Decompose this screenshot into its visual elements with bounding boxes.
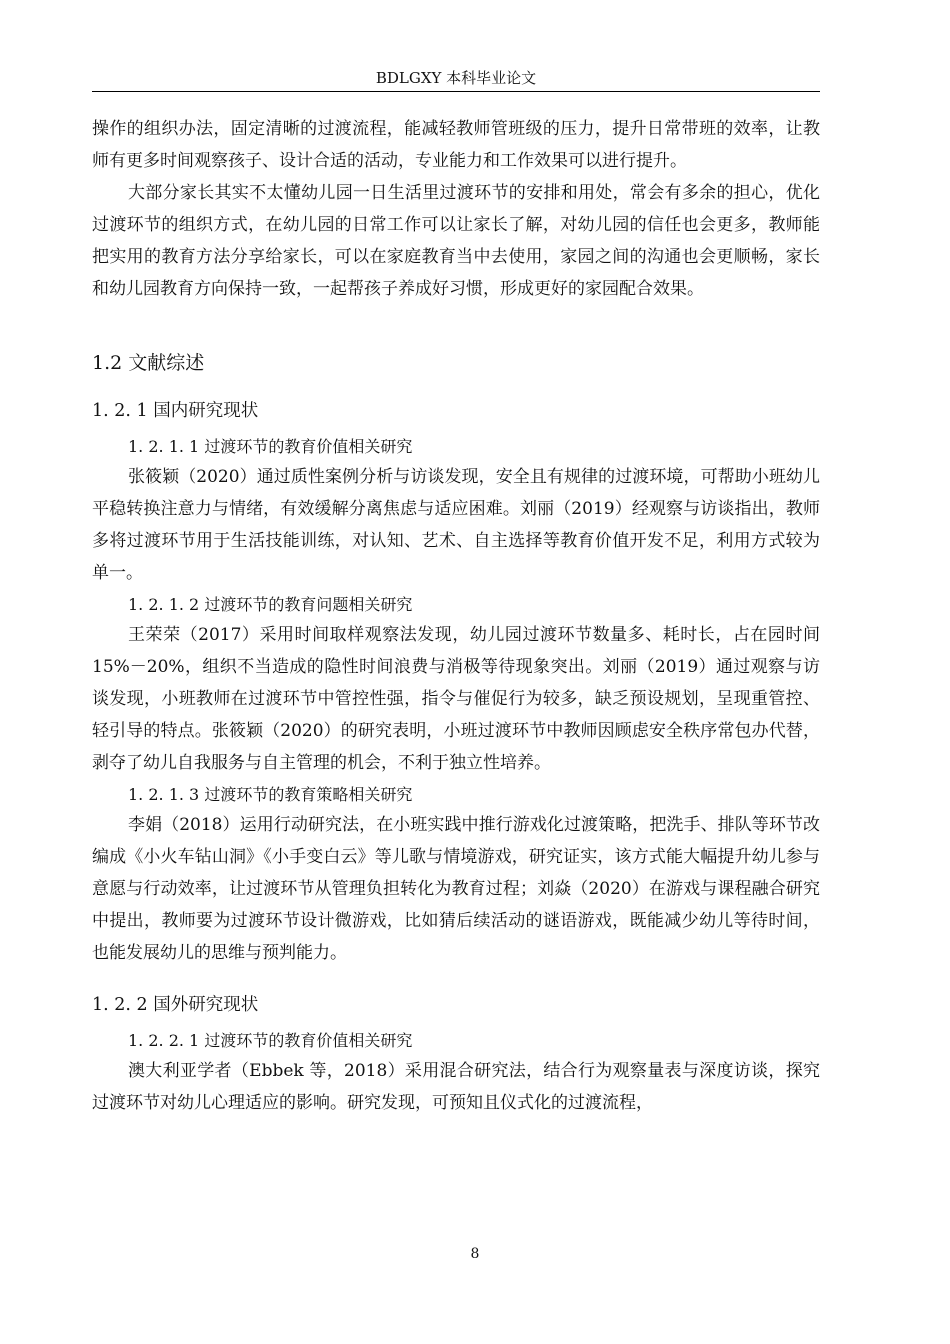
subsection-heading-foreign: 1. 2. 2 国外研究现状: [92, 995, 259, 1015]
subsubsection-heading-foreign-value: 1. 2. 2. 1 过渡环节的教育价值相关研究: [128, 1031, 413, 1050]
page-body: [92, 113, 820, 1119]
subsection-heading-domestic: 1. 2. 1 国内研究现状: [92, 401, 259, 421]
paragraph-domestic-value: 张筱颖（2020）通过质性案例分析与访谈发现，安全且有规律的过渡环境，可帮助小班幼儿平稳转换注意力与情绪，有效缓解分离焦虑与适应困难。刘丽（2019）经观察与访谈指出，教师多将过渡环节用于生活技能训练，对认知、艺术、自主选择等教育价值开发不足，利用方式较为单一。: [92, 467, 820, 583]
subsubsection-heading-domestic-value: 1. 2. 1. 1 过渡环节的教育价值相关研究: [128, 437, 413, 456]
paragraph-foreign-value: 澳大利亚学者（Ebbek 等，2018）采用混合研究法，结合行为观察量表与深度访谈，探究过渡环节对幼儿心理适应的影响。研究发现，可预知且仪式化的过渡流程，: [92, 1061, 820, 1113]
section-heading-literature-review: 1.2 文献综述: [92, 352, 205, 374]
paragraph-domestic-problems: 王荣荣（2017）采用时间取样观察法发现，幼儿园过渡环节数量多、耗时长，占在园时间 15%－20%，组织不当造成的隐性时间浪费与消极等待现象突出。刘丽（2019）通过观察与访谈发现，小班教师在过渡环节中管控性强，指令与催促行为较多，缺乏预设规划，呈现重管控、轻引导的特点。张筱颖（2020）的研究表明，小班过渡环节中教师因顾虑安全秩序常包办代替，剥夺了幼儿自我服务与自主管理的机会，不利于独立性培养。: [92, 625, 820, 773]
running-header: BDLGXY 本科毕业论文: [375, 69, 537, 87]
header-divider: [92, 91, 820, 92]
intro-paragraph-parents: 大部分家长其实不太懂幼儿园一日生活里过渡环节的安排和用处，常会有多余的担心，优化过渡环节的组织方式，在幼儿园的日常工作可以让家长了解，对幼儿园的信任也会更多，教师能把实用的教育方法分享给家长，可以在家庭教育当中去使用，家园之间的沟通也会更顺畅，家长和幼儿园教育方向保持一致，一起帮孩子养成好习惯，形成更好的家园配合效果。: [92, 183, 820, 299]
page-number: 8: [470, 1246, 480, 1262]
intro-paragraph-continued: 操作的组织办法，固定清晰的过渡流程，能减轻教师管班级的压力，提升日常带班的效率，让教师有更多时间观察孩子、设计合适的活动，专业能力和工作效果可以进行提升。: [92, 119, 820, 171]
subsubsection-heading-domestic-problems: 1. 2. 1. 2 过渡环节的教育问题相关研究: [128, 595, 413, 614]
paragraph-domestic-strategies: 李娟（2018）运用行动研究法，在小班实践中推行游戏化过渡策略，把洗手、排队等环节改编成《小火车钻山洞》《小手变白云》等儿歌与情境游戏，研究证实，该方式能大幅提升幼儿参与意愿与行动效率，让过渡环节从管理负担转化为教育过程；刘焱（2020）在游戏与课程融合研究中提出，教师要为过渡环节设计微游戏，比如猜后续活动的谜语游戏，既能减少幼儿等待时间，也能发展幼儿的思维与预判能力。: [92, 815, 820, 963]
subsubsection-heading-domestic-strategies: 1. 2. 1. 3 过渡环节的教育策略相关研究: [128, 785, 413, 804]
